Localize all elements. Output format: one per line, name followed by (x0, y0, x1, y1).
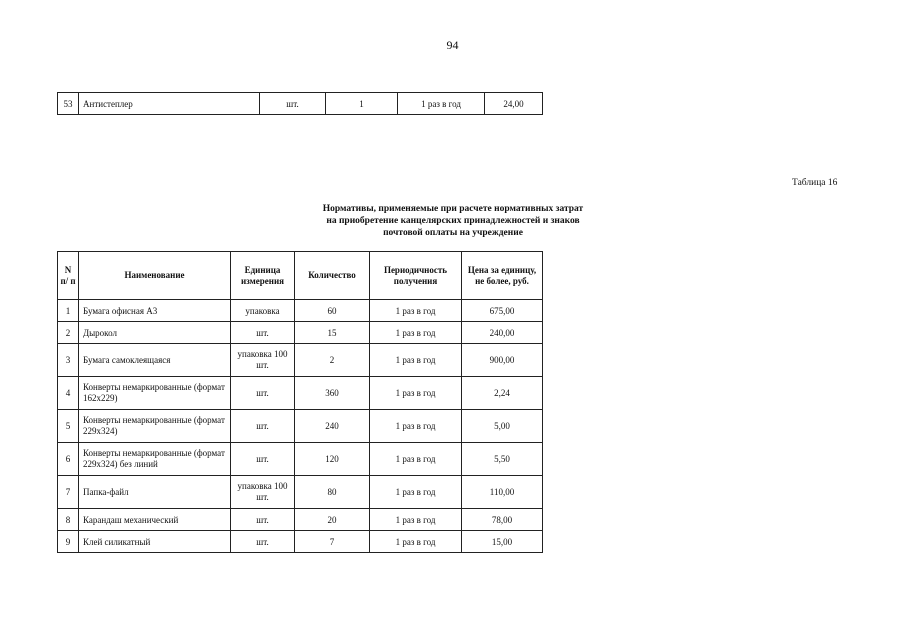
norms-table (57, 251, 543, 553)
item-quantity: 2 (295, 344, 370, 377)
header-unit: Единица измерения (231, 252, 295, 300)
header-quantity: Количество (295, 252, 370, 300)
item-name: Конверты немаркированные (формат 229х324) (83, 415, 225, 436)
row-number: 9 (58, 531, 79, 553)
table-row (58, 410, 543, 443)
item-name: Бумага офисная А3 (79, 300, 231, 322)
item-price: 5,00 (462, 410, 543, 443)
item-period: 1 раз в год (370, 531, 462, 553)
row-number: 3 (58, 344, 79, 377)
item-unit: шт. (231, 443, 295, 476)
row-number: 8 (58, 509, 79, 531)
item-name: Клей силикатный (79, 531, 231, 553)
item-quantity: 360 (295, 377, 370, 410)
item-unit: шт. (231, 531, 295, 553)
table-row (58, 322, 543, 344)
table-row (58, 300, 543, 322)
item-name: Бумага самоклеящаяся (79, 344, 231, 377)
table-label: Таблица 16 (792, 178, 838, 188)
continuation-table (57, 92, 543, 115)
table-row (58, 377, 543, 410)
header-price: Цена за единицу, не более, руб. (462, 252, 543, 300)
row-number: 7 (58, 476, 79, 509)
item-price: 110,00 (462, 476, 543, 509)
item-period: 1 раз в год (370, 410, 462, 443)
row-number: 1 (58, 300, 79, 322)
item-quantity: 80 (295, 476, 370, 509)
table-row (58, 509, 543, 531)
row-number: 2 (58, 322, 79, 344)
item-quantity: 20 (295, 509, 370, 531)
item-quantity: 1 (326, 93, 398, 115)
item-price: 675,00 (462, 300, 543, 322)
header-name: Наименование (79, 252, 231, 300)
item-name: Антистеплер (79, 93, 260, 115)
item-period: 1 раз в год (370, 322, 462, 344)
title-line-1: Нормативы, применяемые при расчете нормативных затрат (322, 204, 584, 214)
item-unit: шт. (231, 410, 295, 443)
item-name: Конверты немаркированные (формат 229х324) без линий (83, 448, 225, 469)
row-number: 5 (58, 410, 79, 443)
item-period: 1 раз в год (370, 476, 462, 509)
item-price: 5,50 (462, 443, 543, 476)
item-price: 2,24 (462, 377, 543, 410)
item-price: 240,00 (462, 322, 543, 344)
item-quantity: 60 (295, 300, 370, 322)
item-quantity: 240 (295, 410, 370, 443)
row-number: 53 (58, 93, 79, 115)
page-number: 94 (446, 38, 459, 52)
item-name: Дырокол (79, 322, 231, 344)
item-price: 78,00 (462, 509, 543, 531)
item-name: Карандаш механический (79, 509, 231, 531)
item-period: 1 раз в год (370, 509, 462, 531)
item-price: 900,00 (462, 344, 543, 377)
item-period: 1 раз в год (370, 344, 462, 377)
table-row (58, 531, 543, 553)
item-name: Папка-файл (79, 476, 231, 509)
item-unit: упаковка 100 шт. (237, 481, 288, 502)
table-row (58, 443, 543, 476)
item-price: 24,00 (485, 93, 543, 115)
item-unit: шт. (260, 93, 326, 115)
item-unit: шт. (231, 322, 295, 344)
table-row (58, 476, 543, 509)
item-name: Конверты немаркированные (формат 162х229) (83, 382, 225, 403)
item-unit: шт. (231, 377, 295, 410)
header-num: N п/ п (58, 252, 79, 300)
item-period: 1 раз в год (370, 300, 462, 322)
table-header-row (58, 252, 543, 300)
row-number: 6 (58, 443, 79, 476)
item-period: 1 раз в год (370, 377, 462, 410)
item-period: 1 раз в год (398, 93, 485, 115)
title-line-3: почтовой оплаты на учреждение (383, 228, 523, 238)
item-quantity: 15 (295, 322, 370, 344)
item-period: 1 раз в год (370, 443, 462, 476)
table-row (58, 93, 543, 115)
item-unit: упаковка (231, 300, 295, 322)
row-number: 4 (58, 377, 79, 410)
item-unit: упаковка 100 шт. (237, 349, 288, 370)
item-unit: шт. (231, 509, 295, 531)
table-title (240, 203, 666, 239)
header-period: Периодичность получения (370, 252, 462, 300)
item-quantity: 7 (295, 531, 370, 553)
title-line-2: на приобретение канцелярских принадлежностей и знаков (326, 216, 580, 226)
item-price: 15,00 (462, 531, 543, 553)
item-quantity: 120 (295, 443, 370, 476)
table-row (58, 344, 543, 377)
